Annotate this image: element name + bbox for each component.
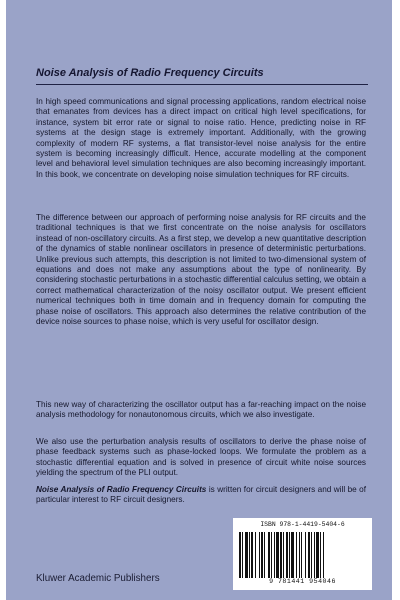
book-back-cover (6, 0, 392, 600)
body-paragraph-3: This new way of characterizing the oscillator output has a far-reaching impact on the noise analysis methodology for nonautonomous circuits, which we also investigate. (36, 400, 366, 420)
book-title-emphasis: Noise Analysis of Radio Frequency Circuits (36, 485, 207, 494)
body-paragraph-2: The difference between our approach of performing noise analysis for RF circuits and the traditional techniques is that we first concentrate on the noise analysis for oscillators instead of non-oscillatory circuits. As a first step, we develop a new quantitative description of the dynamics of stable nonlinear oscillators in presence of deterministic perturbations. Unlike previous such attempts, this description is not limited to two-dimensional system of equations and does not make any assumptions about the type of nonlinearity. By considering stochastic perturbations in a stochastic differential calculus setting, we obtain a correct mathematical characterization of the noisy oscillator output. We present efficient numerical techniques both in time domain and in frequency domain for computing the phase noise of oscillators. This approach also determines the relative contribution of the device noise sources to phase noise, which is very useful for oscillator design. (36, 213, 366, 327)
title-rule (36, 84, 368, 85)
barcode-number: 9 781441 954046 (269, 578, 336, 585)
barcode-icon (239, 532, 366, 578)
closing-text: is written for circuit designers and will be of particular interest to RF circuit designers. (36, 485, 367, 505)
isbn-label: ISBN 978-1-4419-5404-6 (260, 521, 345, 528)
body-paragraph-5 (36, 485, 366, 506)
barcode-panel (233, 518, 372, 590)
body-paragraph-4: We also use the perturbation analysis results of oscillators to derive the phase noise of phase feedback systems such as phase-locked loops. We formulate the problem as a stochastic differential equation and is solved in presence of circuit white noise sources yielding the spectrum of the PLI output. (36, 437, 366, 478)
body-paragraph-1: In high speed communications and signal processing applications, random electrical noise that emanates from devices has a direct impact on critical high level specifications, for instance, system bit error rate or signal to noise ratio. Hence, predicting noise in RF systems at the design stage is extremely important. Additionally, with the growing complexity of modern RF systems, a flat transistor-level noise analysis for the entire system is becoming increasingly difficult. Hence, accurate modelling at the component level and behavioral level simulation techniques are also becoming increasingly important. In this book, we concentrate on developing noise simulation techniques for RF circuits. (36, 97, 366, 179)
publisher-name: Kluwer Academic Publishers (36, 573, 160, 584)
cover-title: Noise Analysis of Radio Frequency Circuits (36, 67, 264, 79)
